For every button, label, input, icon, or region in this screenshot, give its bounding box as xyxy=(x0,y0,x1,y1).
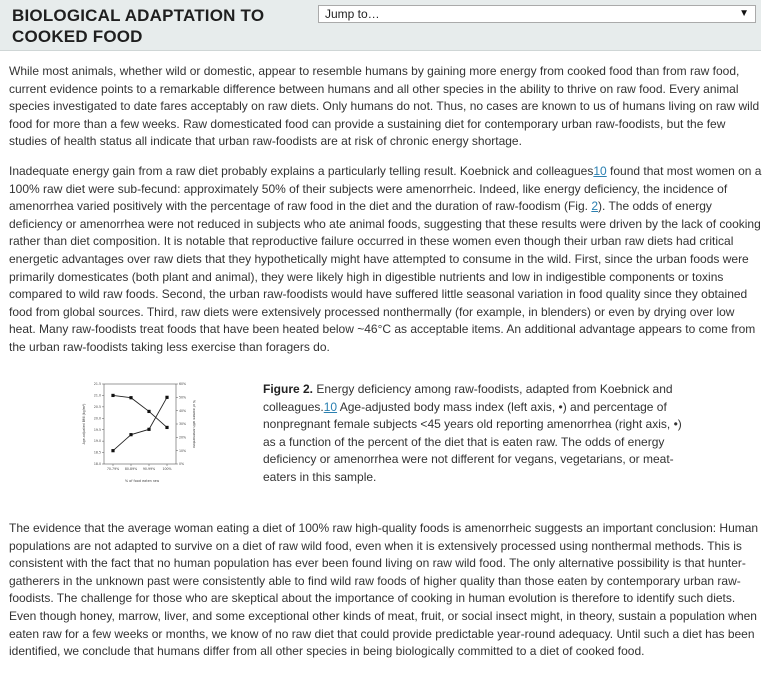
series-line-amenorrhea xyxy=(113,397,167,450)
data-point-amenorrhea xyxy=(147,428,150,431)
paragraph-2-text-a: Inadequate energy gain from a raw diet probably explains a particularly telling result. Koebnick and colleagues xyxy=(9,164,594,178)
x-tick-label: 100% xyxy=(162,467,172,471)
x-tick-label: 90-99% xyxy=(142,467,156,471)
jump-to-label: Jump to… xyxy=(325,7,380,21)
chart-svg xyxy=(80,376,200,488)
reference-link-10[interactable]: 10 xyxy=(593,164,607,178)
jump-to-select[interactable] xyxy=(318,5,756,23)
paragraph-2-text-c: ). The odds of energy deficiency or amenorrhea were not reduced in subjects who ate animal foods, suggesting that these results were driven by the lack of cooking rather than diet composition. It is notable that reproductive failure occurred in these women even though their urban raw diets had critical energetic advantages over raw diets that they hypothetically might have attempted to consume in the wild. First, since the urban foods were primarily domesticates (both plant and animal), they were likely high in digestible nutrients and low in indigestible components or toxins compared to wild raw foods. Second, the urban raw-foodists would have suffered little seasonal variation in food quality since they obtained food from global sources. Third, raw diets were extensively processed nonthermally (for example, in blenders) or even by drying over low heat. Many raw-foodists treat foods that have been heated below ~46°C as acceptable items. An additional advantage appears to come from the urban raw-foodists taking less exercise than foragers do. xyxy=(9,199,761,354)
y-tick-label-left: 18.0 xyxy=(93,462,101,467)
x-axis-label: % of food eaten raw xyxy=(124,479,160,483)
y-tick-label-right: 20% xyxy=(179,435,187,440)
data-point-bmi xyxy=(147,410,150,413)
y-axis-label-left: Age-adjusted BMI (kg/m²) xyxy=(82,403,86,445)
y-tick-label-left: 19.0 xyxy=(93,439,101,444)
y-tick-label-left: 21.5 xyxy=(93,382,101,387)
y-tick-label-right: 0% xyxy=(179,462,185,467)
x-tick-label: 70-79% xyxy=(106,467,120,471)
data-point-amenorrhea xyxy=(165,396,168,399)
y-tick-label-left: 21.0 xyxy=(93,393,101,398)
data-point-bmi xyxy=(111,394,114,397)
y-tick-label-right: 50% xyxy=(179,395,187,400)
dropdown-arrow-icon: ▼ xyxy=(739,8,749,19)
data-point-bmi xyxy=(129,396,132,399)
y-tick-label-left: 18.5 xyxy=(93,450,101,455)
y-tick-label-left: 20.5 xyxy=(93,404,101,409)
data-point-bmi xyxy=(165,426,168,429)
y-tick-label-left: 19.5 xyxy=(93,427,101,432)
y-tick-label-right: 10% xyxy=(179,448,187,453)
figure-2-chart[interactable] xyxy=(80,376,200,488)
x-tick-label: 80-89% xyxy=(124,467,138,471)
caption-label: Figure 2. xyxy=(263,382,314,396)
caption-reference-link-10[interactable]: 10 xyxy=(323,399,338,414)
caption-text-b: Age-adjusted body mass index (left axis, •) and percentage of nonpregnant female subjects <45 years old reporting amenorrhea (right axis, •) as a function of the percent of the diet that is eaten raw. The odds of energy deficiency or amenorrhea were not different for vegans, vegetarians, or meat-eaters in this sample. xyxy=(263,399,682,484)
figure-link-2[interactable]: 2 xyxy=(591,199,599,214)
y-tick-label-right: 40% xyxy=(179,408,187,413)
paragraph-3: The evidence that the average woman eating a diet of 100% raw high-quality foods is amenorrheic suggests an important conclusion: Human populations are not adapted to survive on a diet of raw wild food, even when it is extensively processed using nonthermal methods. This is consistent with the fact that no human population has ever been found living on raw wild food. The only alternative possibility is that hunter-gatherers in the unknown past were consistently able to find wild raw foods of higher quality than those eaten by contemporary urban raw-foodists. The challenge for those who are skeptical about the importance of cooking in human evolution is therefore to identify such diets. Even though honey, marrow, liver, and some exceptional other kinds of meat, fruit, or social insect might, in theory, sustain a population when eaten raw for a few weeks or months, we know of no raw diet that could provide predictable year-round adequacy. Until such a diet has been identified, we conclude that humans differ from all other species in being biologically committed to a diet of cooked food. xyxy=(9,521,759,659)
data-point-amenorrhea xyxy=(129,433,132,436)
paragraph-2 xyxy=(9,163,764,357)
section-header xyxy=(0,0,761,51)
y-tick-label-right: 60% xyxy=(179,382,187,387)
caption-text-a: Energy deficiency among raw-foodists, adapted from Koebnick and colleagues. xyxy=(263,382,673,414)
y-tick-label-right: 30% xyxy=(179,422,187,427)
y-tick-label-left: 20.0 xyxy=(93,416,101,421)
figure-2-caption xyxy=(263,381,688,487)
section-title: BIOLOGICAL ADAPTATION TO COOKED FOOD xyxy=(12,6,265,46)
y-axis-label-right: % of women with amenorrhea xyxy=(192,400,196,448)
paragraph-1: While most animals, whether wild or domestic, appear to resemble humans by gaining more energy from cooked food than from raw food, current evidence points to a remarkable difference between humans and all other species in the ability to thrive on raw food. Every animal species investigated to date fares acceptably on raw diets. Only humans do not. Thus, no cases are known to us of humans living on raw wild food for more than a few weeks. Raw domesticated food can provide a sustaining diet for contemporary urban raw-foodists, but the few studies of health status all indicate that urban raw-foodists are at risk of chronic energy shortage. xyxy=(9,64,760,149)
paragraph-2-text-b: found that most women on a 100% raw diet were sub-fecund: approximately 50% of their subjects were amenorrheic. Indeed, like energy deficiency, the incidence of amenorrhea varied positively with the percentage of raw food in the diet and the duration of raw-foodism (Fig. xyxy=(9,164,762,214)
data-point-amenorrhea xyxy=(111,449,114,452)
